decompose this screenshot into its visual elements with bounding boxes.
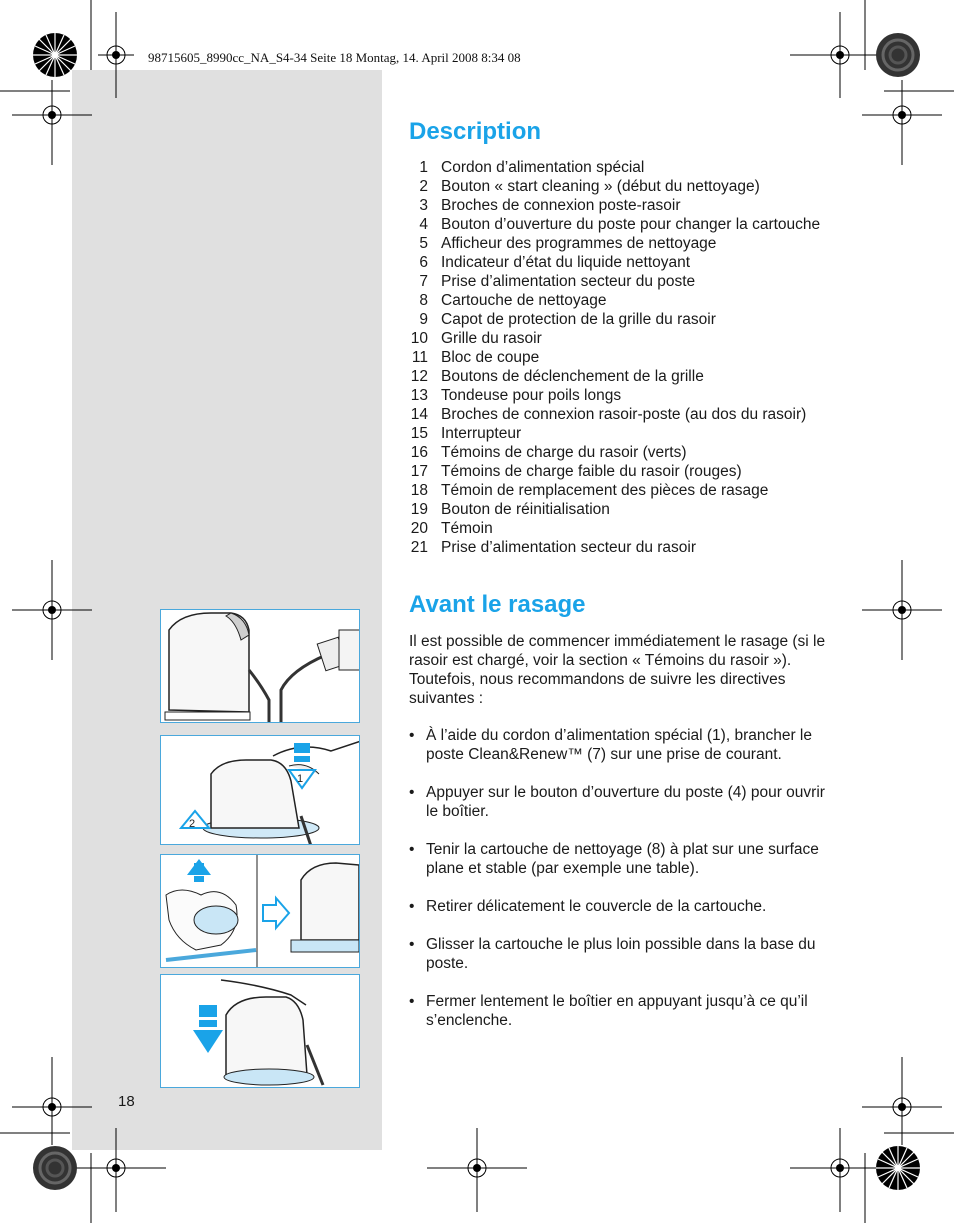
instruction-text: Fermer lentement le boîtier en appuyant jusqu’à ce qu’il s’enclenche. — [426, 993, 808, 1029]
description-item — [404, 348, 854, 367]
description-item — [404, 424, 854, 443]
description-item-text: Capot de protection de la grille du rasoir — [441, 311, 716, 328]
page-number: 18 — [118, 1093, 135, 1110]
description-item — [404, 405, 854, 424]
registration-mark-bottom-left — [66, 1128, 166, 1212]
description-item-number: 17 — [410, 463, 428, 480]
registration-mark-top-right — [790, 12, 890, 98]
description-item-text: Bouton d’ouverture du poste pour changer la cartouche — [441, 216, 821, 233]
description-item — [404, 500, 854, 519]
instruction-text: Glisser la cartouche le plus loin possible dans la base du poste. — [426, 936, 816, 972]
starburst-target-bottom-right — [876, 1146, 920, 1190]
description-item — [404, 329, 854, 348]
description-item-number: 2 — [419, 178, 428, 195]
description-item — [404, 215, 854, 234]
description-item-text: Témoins de charge faible du rasoir (rouges) — [441, 463, 742, 480]
description-item — [404, 177, 854, 196]
description-list — [404, 158, 854, 557]
description-item-text: Cordon d’alimentation spécial — [441, 159, 645, 176]
step-label-1: 1 — [297, 773, 304, 785]
description-item-number: 21 — [410, 539, 428, 556]
description-item-text: Afficheur des programmes de nettoyage — [441, 235, 717, 252]
description-item — [404, 367, 854, 386]
bullet-icon: • — [409, 727, 415, 744]
instruction-item — [409, 935, 841, 973]
description-item — [404, 443, 854, 462]
step-label-2: 2 — [189, 818, 196, 830]
description-item-text: Bouton de réinitialisation — [441, 501, 610, 518]
description-heading: Description — [409, 118, 542, 145]
description-item-number: 1 — [419, 159, 428, 176]
description-item-number: 5 — [419, 235, 428, 252]
description-item-text: Grille du rasoir — [441, 330, 542, 347]
halftone-target-top-right — [876, 33, 920, 77]
starburst-target-top-left — [33, 33, 77, 77]
registration-mark-left-middle — [12, 560, 92, 660]
figure-insert-cartridge — [160, 854, 360, 968]
bullet-icon: • — [409, 784, 415, 801]
description-item — [404, 386, 854, 405]
description-item-text: Bouton « start cleaning » (début du nettoyage) — [441, 178, 760, 195]
description-item-text: Prise d’alimentation secteur du rasoir — [441, 539, 697, 556]
instruction-list — [409, 726, 841, 1049]
description-item-number: 14 — [410, 406, 428, 423]
description-item-number: 4 — [419, 216, 428, 233]
description-item-text: Interrupteur — [441, 425, 522, 442]
description-item — [404, 519, 854, 538]
description-item — [404, 481, 854, 500]
description-item-text: Broches de connexion rasoir-poste (au dos du rasoir) — [441, 406, 807, 423]
description-item-number: 20 — [410, 520, 428, 537]
instruction-text: À l’aide du cordon d’alimentation spécial (1), brancher le poste Clean&Renew™ (7) sur une prise de courant. — [426, 727, 812, 763]
instruction-item — [409, 992, 841, 1030]
description-item — [404, 310, 854, 329]
registration-mark-right-bottom — [862, 1057, 942, 1145]
registration-mark-left-top — [12, 80, 92, 165]
before-shaving-heading: Avant le rasage — [409, 591, 586, 618]
description-item-number: 12 — [410, 368, 428, 385]
description-item-text: Témoin de remplacement des pièces de rasage — [441, 482, 769, 499]
description-item-number: 8 — [419, 292, 428, 309]
description-item-number: 15 — [410, 425, 428, 442]
description-item-text: Boutons de déclenchement de la grille — [441, 368, 704, 385]
figure-close-station — [160, 974, 360, 1088]
instruction-item — [409, 840, 841, 878]
description-item — [404, 291, 854, 310]
registration-mark-right-top — [862, 80, 942, 165]
description-item-text: Broches de connexion poste-rasoir — [441, 197, 681, 214]
instruction-text: Tenir la cartouche de nettoyage (8) à plat sur une surface plane et stable (par exemple une table). — [426, 841, 819, 877]
instruction-text: Appuyer sur le bouton d’ouverture du poste (4) pour ouvrir le boîtier. — [426, 784, 825, 820]
description-item — [404, 234, 854, 253]
description-item-text: Tondeuse pour poils longs — [441, 387, 622, 404]
registration-mark-right-middle — [862, 560, 942, 660]
bullet-icon: • — [409, 993, 415, 1010]
bullet-icon: • — [409, 841, 415, 858]
description-item — [404, 538, 854, 557]
description-item-number: 7 — [419, 273, 428, 290]
instruction-text: Retirer délicatement le couvercle de la cartouche. — [426, 898, 767, 915]
registration-mark-top-left — [98, 12, 134, 98]
instruction-item — [409, 897, 841, 916]
description-item-text: Cartouche de nettoyage — [441, 292, 607, 309]
bullet-icon: • — [409, 936, 415, 953]
description-item-text: Indicateur d’état du liquide nettoyant — [441, 254, 691, 271]
figure-open-station — [160, 735, 360, 845]
halftone-target-bottom-left — [33, 1146, 77, 1190]
before-shaving-intro: Il est possible de commencer immédiatement le rasage (si le rasoir est chargé, voir la section « Témoins du rasoir »). Toutefois, nous recommandons de suivre les directives suivantes : — [409, 633, 826, 707]
print-slug: 98715605_8990cc_NA_S4-34 Seite 18 Montag, 14. April 2008 8:34 08 — [148, 50, 521, 65]
registration-mark-bottom-right — [790, 1128, 890, 1212]
instruction-item — [409, 726, 841, 764]
description-item-number: 16 — [410, 444, 428, 461]
registration-mark-bottom-center — [427, 1128, 527, 1212]
description-item-number: 19 — [410, 501, 428, 518]
description-item-number: 3 — [419, 197, 428, 214]
bullet-icon: • — [409, 898, 415, 915]
description-item — [404, 272, 854, 291]
description-item-text: Prise d’alimentation secteur du poste — [441, 273, 696, 290]
description-item-number: 13 — [410, 387, 428, 404]
description-item-number: 9 — [419, 311, 428, 328]
description-item-text: Témoins de charge du rasoir (verts) — [441, 444, 687, 461]
description-item-number: 11 — [411, 349, 428, 366]
description-item-text: Témoin — [441, 520, 493, 537]
registration-mark-left-bottom — [12, 1057, 92, 1145]
description-item — [404, 158, 854, 177]
description-item — [404, 462, 854, 481]
description-item-text: Bloc de coupe — [441, 349, 540, 366]
figure-plug-in — [160, 609, 360, 723]
description-item-number: 6 — [419, 254, 428, 271]
description-item-number: 10 — [410, 330, 428, 347]
instruction-item — [409, 783, 841, 821]
description-item — [404, 196, 854, 215]
description-item-number: 18 — [410, 482, 428, 499]
description-item — [404, 253, 854, 272]
